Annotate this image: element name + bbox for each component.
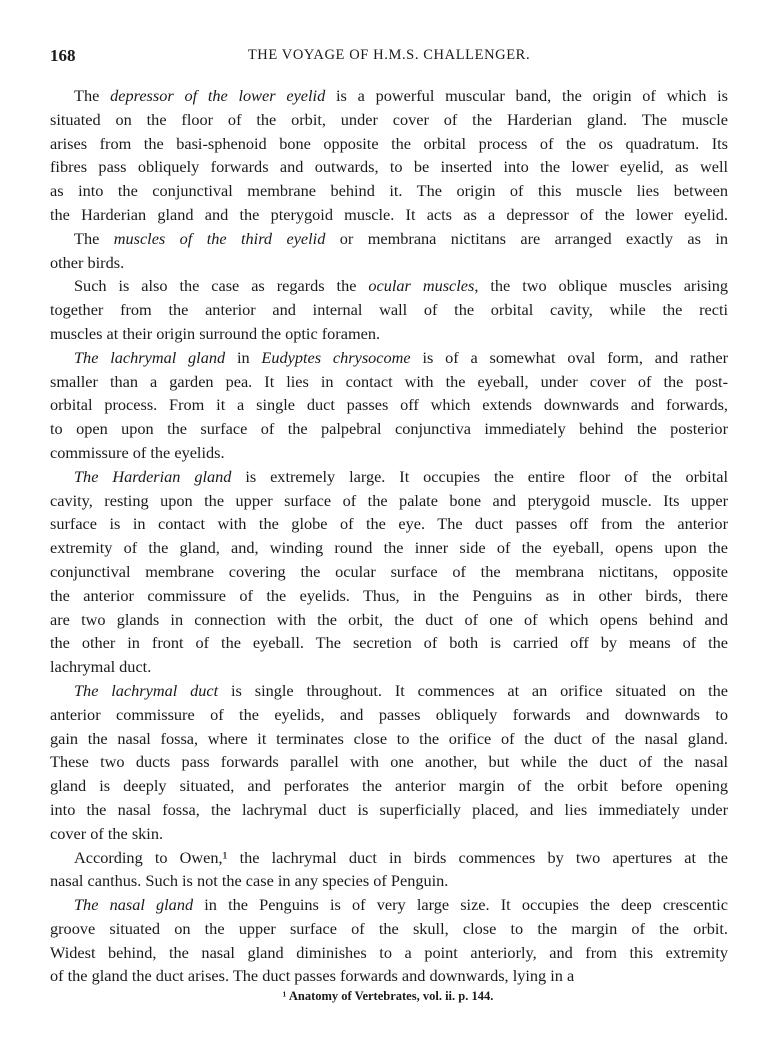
text-line [50, 774, 728, 798]
text-line [50, 631, 728, 655]
text-line [50, 512, 728, 536]
paragraph [50, 465, 728, 679]
paragraph [50, 846, 728, 894]
text-span: of the gland the duct arises. The duct passes forwards and downwards, lying in a [50, 966, 575, 986]
text-line [50, 679, 728, 703]
text-span: in the Penguins is of very large size. It occupies the deep crescentic [193, 895, 728, 915]
text-span: in [225, 347, 262, 367]
text-span: smaller than a garden pea. It lies in contact with the eyeball, under cover of the post- [50, 371, 728, 391]
text-span: The [74, 228, 114, 248]
text-span: other birds. [50, 252, 125, 272]
text-span: orbital process. From it a single duct passes off which extends downwards and forwards, [50, 395, 728, 415]
paragraph [50, 227, 728, 275]
italic-term: The Harderian gland [74, 466, 232, 486]
text-line [50, 798, 728, 822]
text-span: extremity of the gland, and, winding round the inner side of the eyeball, opens upon the [50, 538, 728, 558]
running-title: THE VOYAGE OF H.M.S. CHALLENGER. [247, 47, 531, 63]
text-span: cavity, resting upon the upper surface of the palate bone and pterygoid muscle. Its upper [50, 490, 728, 510]
text-span: the other in front of the eyeball. The secretion of both is carried off by means of the [50, 633, 728, 653]
paragraph [50, 893, 728, 988]
page-number: 168 [50, 46, 76, 65]
text-span: are two glands in connection with the orbit, the duct of one of which opens behind and [50, 609, 728, 629]
text-span: together from the anterior and internal wall of the orbital cavity, while the recti [50, 300, 728, 320]
text-line [50, 917, 728, 941]
text-line [50, 703, 728, 727]
text-span: conjunctival membrane covering the ocular surface of the membrana nictitans, opposite [50, 561, 728, 581]
text-line [50, 203, 728, 227]
text-span: Widest behind, the nasal gland diminishes to a point anteriorly, and from this extremity [50, 942, 728, 962]
text-line [50, 417, 728, 441]
footnote: ¹ Anatomy of Vertebrates, vol. ii. p. 144. [282, 989, 494, 1003]
text-line [50, 227, 728, 251]
text-span: gland is deeply situated, and perforates the anterior margin of the orbit before opening [50, 776, 728, 796]
text-span: is a powerful muscular band, the origin of which is [325, 86, 729, 105]
italic-term: depressor of the lower eyelid [110, 86, 326, 105]
text-span: commissure of the eyelids. [50, 442, 225, 462]
text-line [50, 84, 728, 108]
italic-term: Eudyptes chrysocome [261, 347, 411, 367]
text-span: the Harderian gland and the pterygoid muscle. It acts as a depressor of the lower eyelid. [50, 204, 728, 224]
italic-term: The nasal gland [74, 895, 194, 915]
text-span: cover of the skin. [50, 823, 164, 843]
text-line [50, 655, 728, 679]
text-line [50, 132, 728, 156]
paragraph [50, 84, 728, 227]
italic-term: The lachrymal gland [74, 347, 226, 367]
text-span: muscles at their origin surround the optic foramen. [50, 323, 381, 343]
text-line [50, 750, 728, 774]
text-line [50, 727, 728, 751]
running-header [50, 46, 728, 70]
text-span: arises from the basi-sphenoid bone opposite the orbital process of the os quadratum. Its [50, 133, 728, 153]
text-span: is extremely large. It occupies the entire floor of the orbital [231, 466, 728, 486]
text-span: fibres pass obliquely forwards and outwards, to be inserted into the lower eyelid, as well [50, 157, 728, 177]
text-line [50, 370, 728, 394]
text-span: According to Owen,¹ the lachrymal duct in birds commences by two apertures at the [74, 847, 728, 867]
text-line [50, 964, 728, 988]
text-line [50, 608, 728, 632]
text-span: into the nasal fossa, the lachrymal duct is superficially placed, and lies immediately under [50, 799, 728, 819]
text-span: The [74, 86, 111, 105]
text-span: situated on the floor of the orbit, under cover of the Harderian gland. The muscle [50, 109, 728, 129]
text-line [50, 560, 728, 584]
text-line [50, 346, 728, 370]
text-line [50, 179, 728, 203]
text-line [50, 298, 728, 322]
text-span: nasal canthus. Such is not the case in any species of Penguin. [50, 871, 449, 891]
paragraph [50, 274, 728, 345]
text-line [50, 108, 728, 132]
text-line [50, 846, 728, 870]
text-span: These two ducts pass forwards parallel with one another, but while the duct of the nasal [50, 752, 728, 772]
text-line [50, 155, 728, 179]
text-span: surface is in contact with the globe of the eye. The duct passes off from the anterior [50, 514, 728, 534]
text-span: is single throughout. It commences at an orifice situated on the [218, 680, 728, 700]
paragraph [50, 679, 728, 846]
text-line [50, 393, 728, 417]
text-line [50, 441, 728, 465]
text-line [50, 274, 728, 298]
text-line [50, 251, 728, 275]
paragraph [50, 346, 728, 465]
text-line [50, 536, 728, 560]
body-text [50, 84, 728, 988]
italic-term: The lachrymal duct [74, 680, 219, 700]
text-span: is of a somewhat oval form, and rather [410, 347, 728, 367]
text-line [50, 489, 728, 513]
text-line [50, 322, 728, 346]
text-span: as into the conjunctival membrane behind it. The origin of this muscle lies between [50, 181, 728, 201]
text-span: anterior commissure of the eyelids, and passes obliquely forwards and downwards to [50, 704, 728, 724]
text-span: gain the nasal fossa, where it terminates close to the orifice of the duct of the nasal gland. [50, 728, 728, 748]
italic-term: ocular muscles [368, 276, 475, 296]
text-line [50, 869, 728, 893]
text-line [50, 822, 728, 846]
text-line [50, 893, 728, 917]
text-span: the anterior commissure of the eyelids. Thus, in the Penguins as in other birds, there [50, 585, 728, 605]
text-line [50, 941, 728, 965]
text-span: groove situated on the upper surface of the skull, close to the margin of the orbit. [50, 918, 728, 938]
text-line [50, 465, 728, 489]
text-span: to open upon the surface of the palpebral conjunctiva immediately behind the posterior [50, 419, 728, 439]
italic-term: muscles of the third eyelid [113, 228, 326, 248]
text-span: Such is also the case as regards the [74, 276, 369, 296]
text-span: or membrana nictitans are arranged exactly as in [325, 228, 729, 248]
text-span: lachrymal duct. [50, 657, 152, 677]
text-span: , the two oblique muscles arising [474, 276, 729, 296]
text-line [50, 584, 728, 608]
